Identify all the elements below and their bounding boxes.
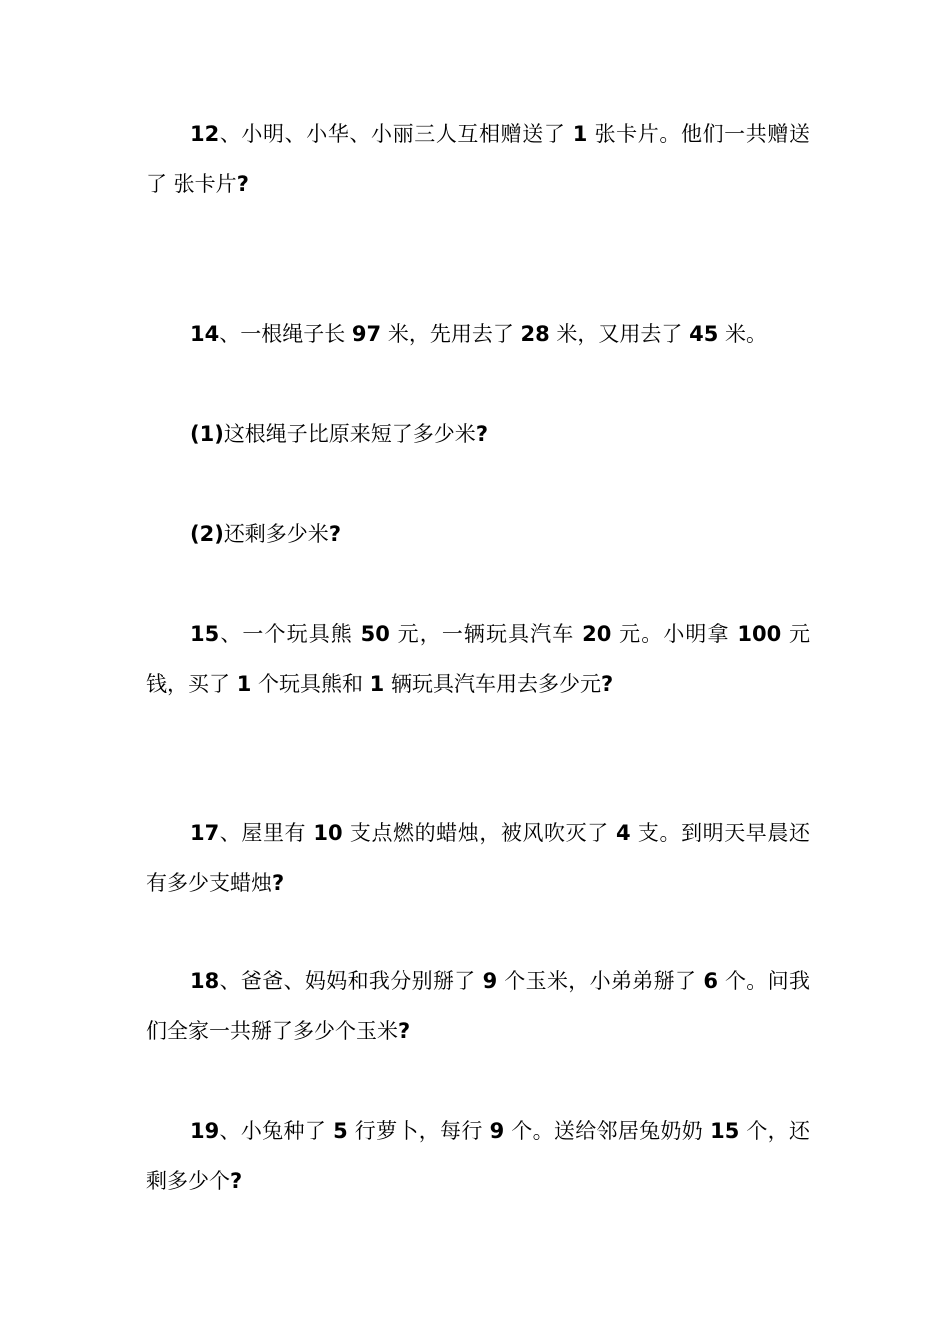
problem-number: 17	[190, 821, 220, 845]
problem-number: 14	[190, 322, 220, 346]
problem-number: 18	[190, 969, 220, 993]
problem-19: 19、小兔种了 5 行萝卜，每行 9 个。送给邻居兔奶奶 15 个，还剩多少个?	[146, 1119, 810, 1193]
problem-14: 14、一根绳子长 97 米，先用去了 28 米，又用去了 45 米。	[190, 322, 768, 346]
problem-12: 12、小明、小华、小丽三人互相赠送了 1 张卡片。他们一共赠送了 张卡片?	[146, 122, 810, 196]
problem-18: 18、爸爸、妈妈和我分别掰了 9 个玉米，小弟弟掰了 6 个。问我们全家一共掰了多少个玉米?	[146, 969, 810, 1043]
problem-14-part-2: (2)还剩多少米?	[190, 522, 341, 546]
problem-15: 15、一个玩具熊 50 元，一辆玩具汽车 20 元。小明拿 100 元钱，买了 1 个玩具熊和 1 辆玩具汽车用去多少元?	[146, 622, 810, 696]
problem-number: 15	[190, 622, 220, 646]
problem-14-part-1: (1)这根绳子比原来短了多少米?	[190, 422, 488, 446]
problem-number: 12	[190, 122, 220, 146]
sub-question-label: (2)	[190, 522, 224, 546]
problem-17: 17、屋里有 10 支点燃的蜡烛，被风吹灭了 4 支。到明天早晨还有多少支蜡烛?	[146, 821, 810, 895]
sub-question-label: (1)	[190, 422, 224, 446]
problem-number: 19	[190, 1119, 220, 1143]
